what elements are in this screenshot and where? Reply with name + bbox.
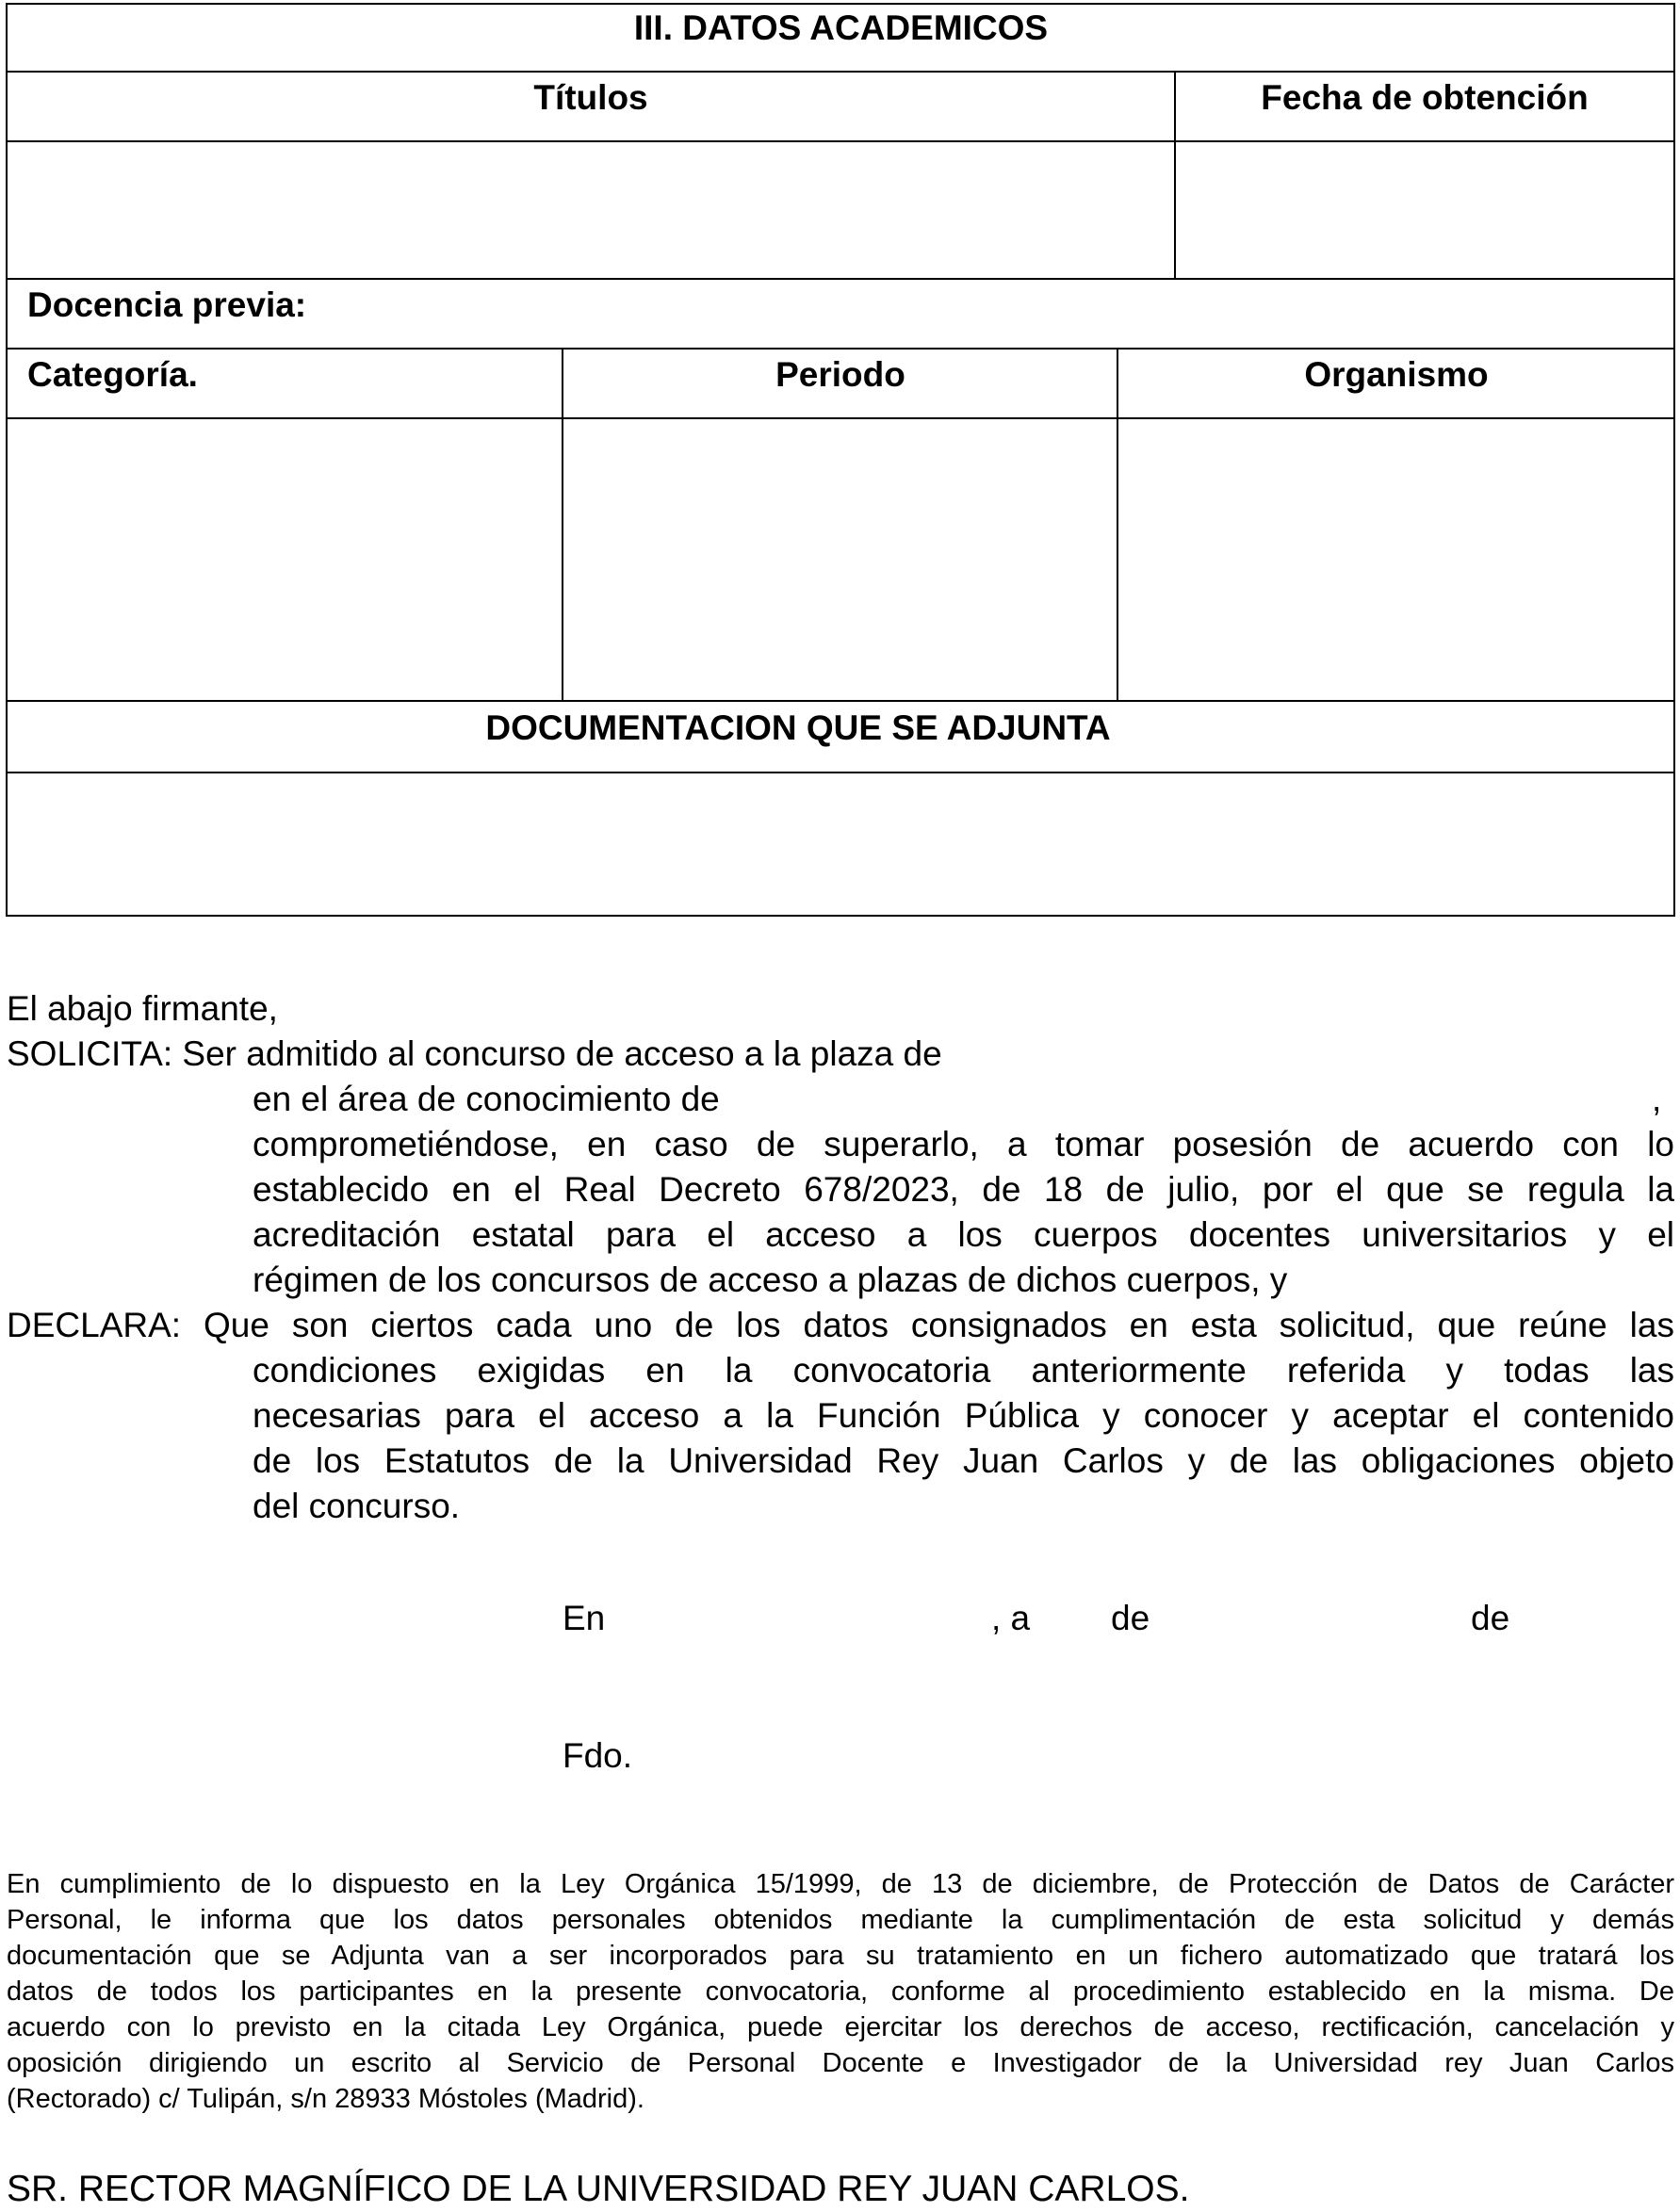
solicita-area-line: en el área de conocimiento de bbox=[253, 1080, 720, 1118]
addressee: SR. RECTOR MAGNÍFICO DE LA UNIVERSIDAD REY JUAN CARLOS. bbox=[7, 2169, 1190, 2209]
notice-line: oposición dirigiendo un escrito al Servicio de Personal Docente e Investigador de la Universidad rey Juan Carlos bbox=[7, 2048, 1674, 2078]
solicita-line: acreditación estatal para el acceso a los cuerpos docentes universitarios y el bbox=[253, 1215, 1674, 1254]
intro-text: El abajo firmante, bbox=[7, 989, 278, 1028]
solicita-line: SOLICITA: Ser admitido al concurso de acceso a la plaza de bbox=[7, 1034, 942, 1073]
date-header: Fecha de obtención bbox=[1261, 78, 1589, 117]
period-header: Periodo bbox=[775, 355, 905, 394]
table-line bbox=[7, 772, 1675, 773]
day-label: , a bbox=[991, 1599, 1031, 1637]
notice-line: documentación que se Adjunta van a ser incorporados para su tratamiento en un fichero automatizado que tratará los bbox=[7, 1941, 1674, 1971]
titles-header: Títulos bbox=[533, 78, 648, 117]
solicita-comma: , bbox=[1652, 1080, 1662, 1118]
organization-header: Organismo bbox=[1304, 355, 1489, 394]
table-border-left bbox=[6, 3, 8, 917]
table-line bbox=[7, 417, 1675, 419]
year-label: de bbox=[1471, 1599, 1510, 1637]
month-label: de bbox=[1111, 1599, 1150, 1637]
signed-label: Fdo. bbox=[563, 1736, 633, 1775]
prior-teaching-label: Docencia previa: bbox=[27, 285, 307, 324]
declara-line: del concurso. bbox=[253, 1487, 461, 1525]
table-line bbox=[7, 140, 1675, 142]
solicita-line: régimen de los concursos de acceso a plazas de dichos cuerpos, y bbox=[253, 1261, 1288, 1299]
documentation-header: DOCUMENTACION QUE SE ADJUNTA bbox=[485, 708, 1111, 747]
section-title: III. DATOS ACADEMICOS bbox=[633, 8, 1049, 47]
notice-line: En cumplimiento de lo dispuesto en la Ley Orgánica 15/1999, de 13 de diciembre, de Protección de Datos de Carácter bbox=[7, 1869, 1674, 1899]
notice-line: acuerdo con lo previsto en la citada Ley Orgánica, puede ejercitar los derechos de acceso, rectificación, cancelación y bbox=[7, 2012, 1674, 2042]
table-border-bottom bbox=[7, 915, 1675, 917]
notice-line: datos de todos los participantes en la presente convocatoria, conforme al procedimiento establecido en la misma. De bbox=[7, 1976, 1674, 2007]
notice-line: (Rectorado) c/ Tulipán, s/n 28933 Móstoles (Madrid). bbox=[7, 2084, 644, 2114]
declara-line: de los Estatutos de la Universidad Rey Juan Carlos y de las obligaciones objeto bbox=[253, 1441, 1674, 1480]
declara-line: necesarias para el acceso a la Función Pública y conocer y aceptar el contenido bbox=[253, 1396, 1674, 1435]
declara-line: condiciones exigidas en la convocatoria anteriormente referida y todas las bbox=[253, 1351, 1674, 1390]
notice-line: Personal, le informa que los datos personales obtenidos mediante la cumplimentación de esta solicitud y demás bbox=[7, 1905, 1674, 1935]
solicita-line: comprometiéndose, en caso de superarlo, a tomar posesión de acuerdo con lo bbox=[253, 1125, 1674, 1163]
declara-line: DECLARA: Que son ciertos cada uno de los datos consignados en esta solicitud, que reúne las bbox=[7, 1306, 1674, 1344]
place-label: En bbox=[563, 1599, 606, 1637]
category-header: Categoría. bbox=[27, 355, 198, 394]
table-border-right bbox=[1673, 3, 1675, 917]
solicita-line: establecido en el Real Decreto 678/2023, de 18 de julio, por el que se regula la bbox=[253, 1170, 1674, 1209]
